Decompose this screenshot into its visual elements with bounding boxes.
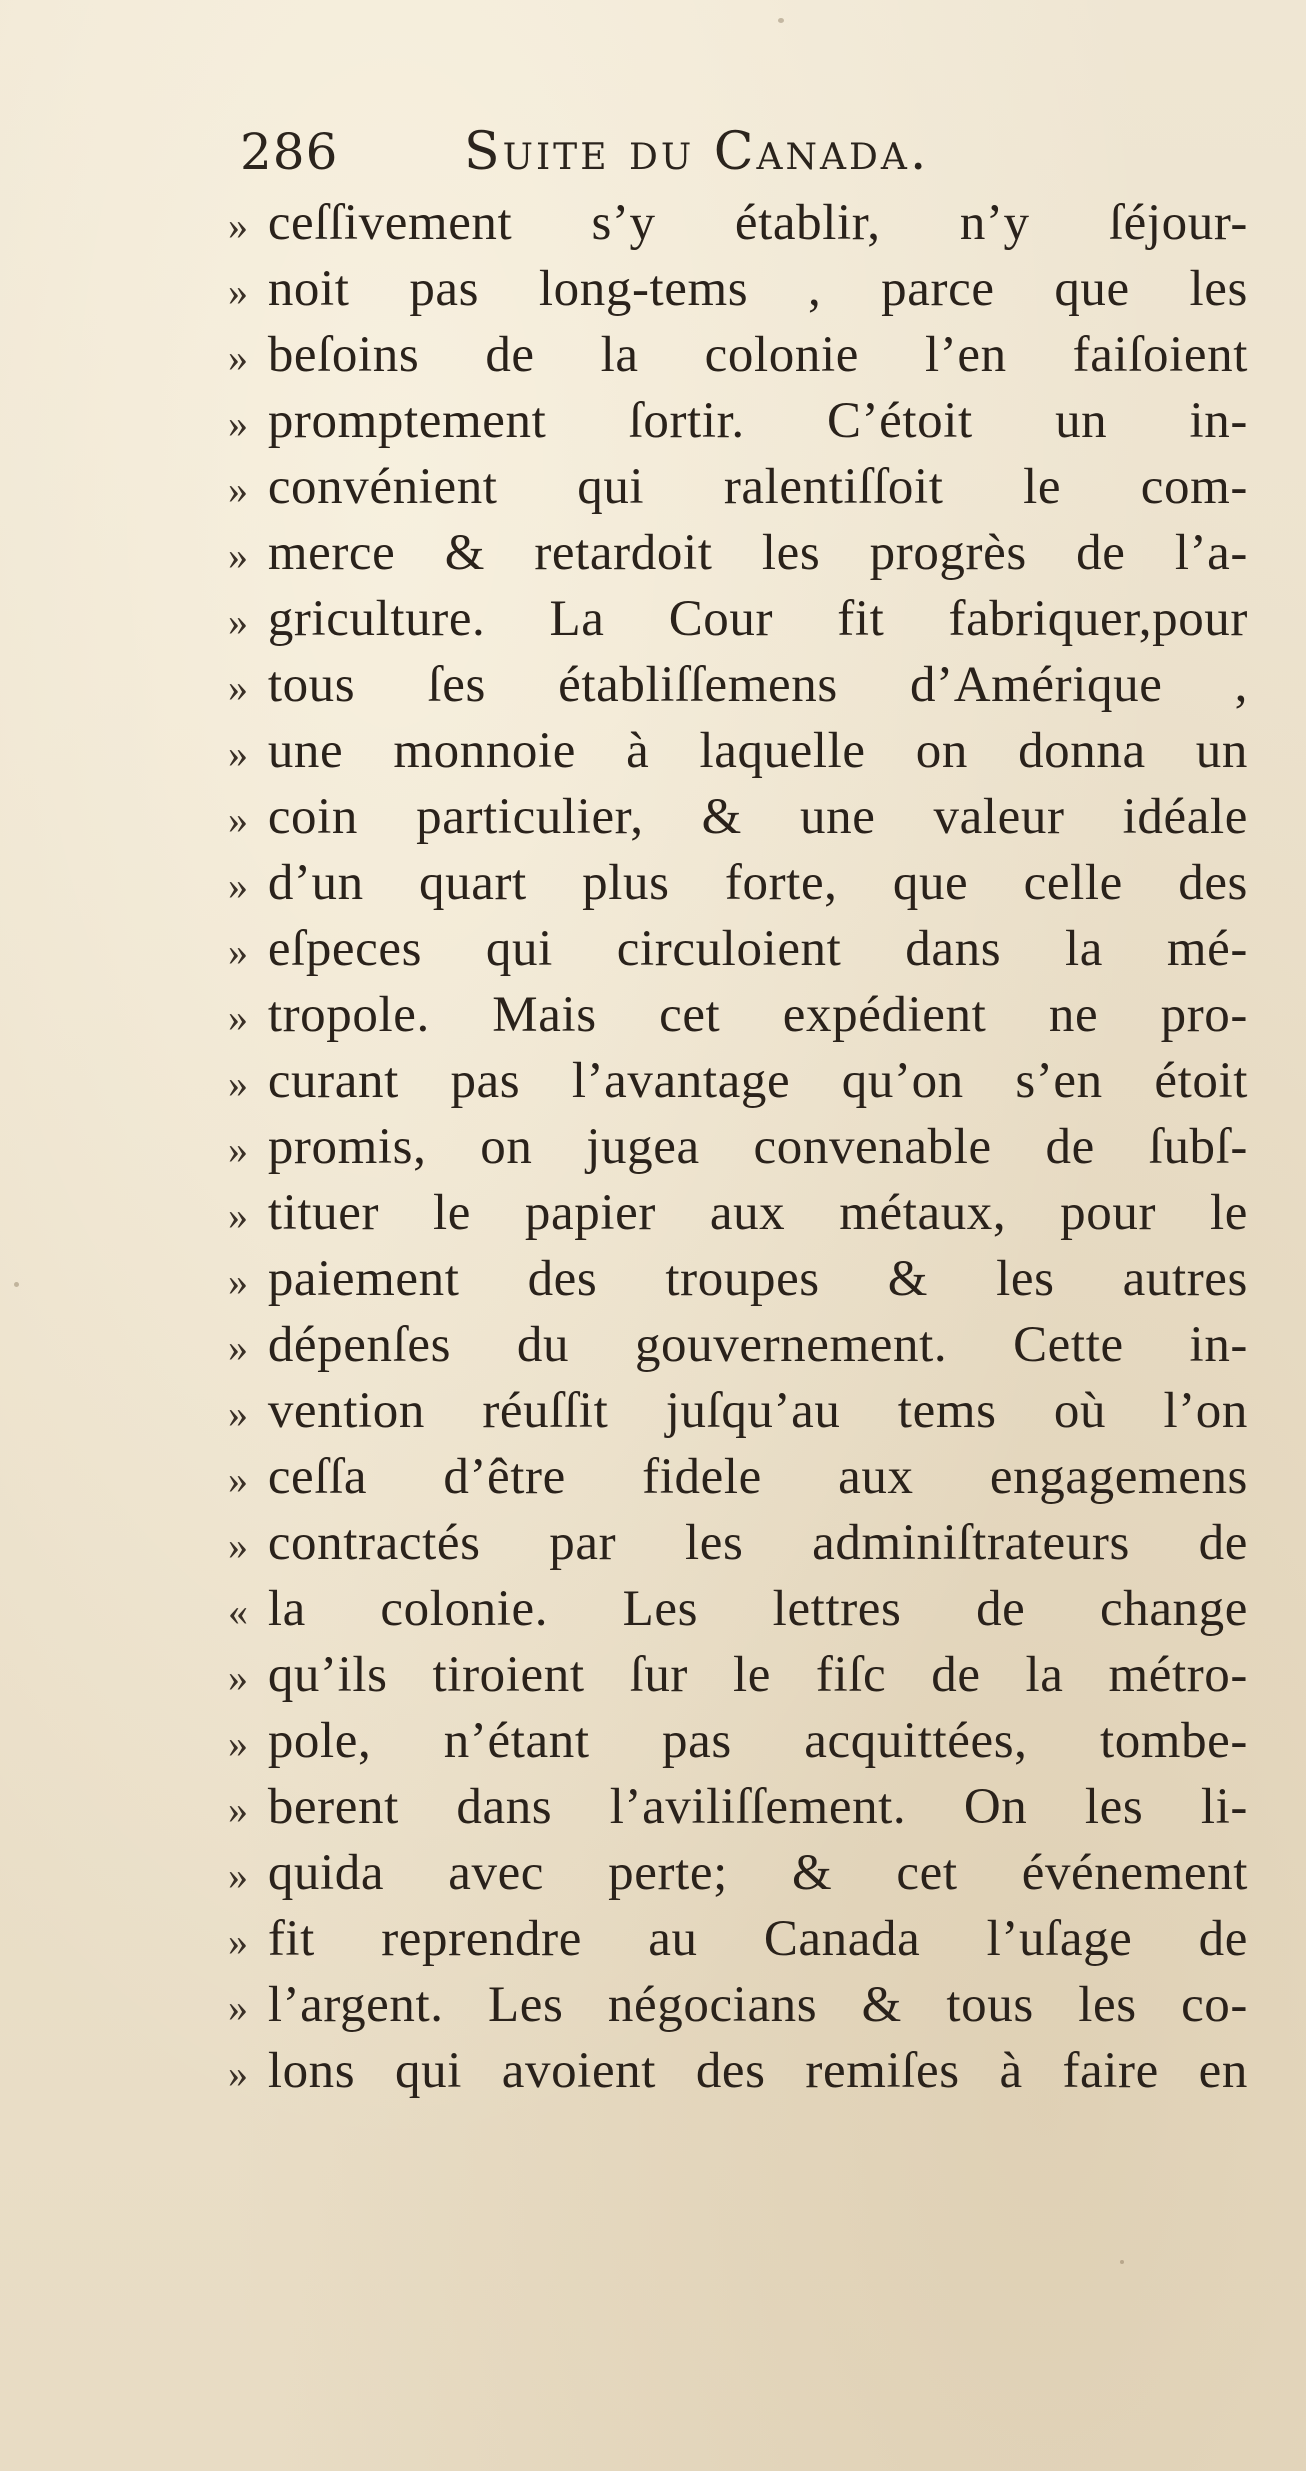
line-text: d’un quart plus forte, que celle des: [267, 855, 1248, 911]
line-text: paiement des troupes & les autres: [267, 1251, 1248, 1307]
line-text: merce & retardoit les progrès de l’a-: [267, 525, 1248, 581]
text-line: [228, 1576, 1248, 1642]
line-text: berent dans l’aviliſſement. On les li-: [267, 1779, 1248, 1835]
text-line: [228, 1906, 1248, 1972]
line-text: contractés par les adminiſtrateurs de: [267, 1515, 1248, 1571]
line-text: dépenſes du gouvernement. Cette in-: [267, 1317, 1248, 1373]
page-number: 286: [240, 123, 339, 181]
text-line: [228, 2038, 1248, 2104]
line-text: qu’ils tiroient ſur le fiſc de la métro-: [267, 1647, 1248, 1703]
quote-mark: «: [228, 1589, 248, 1634]
text-line: [228, 1180, 1248, 1246]
quote-mark: »: [228, 797, 248, 842]
text-line: [228, 1708, 1248, 1774]
quote-mark: »: [228, 269, 248, 314]
quote-mark: »: [228, 1193, 248, 1238]
page-header: [228, 118, 1028, 186]
quote-mark: »: [228, 929, 248, 974]
quote-mark: »: [228, 533, 248, 578]
text-line: [228, 1114, 1248, 1180]
running-title: Suite du Canada.: [464, 122, 930, 182]
quote-mark: »: [228, 1787, 248, 1832]
quote-mark: »: [228, 1853, 248, 1898]
line-text: la colonie. Les lettres de change: [267, 1581, 1248, 1637]
text-line: [228, 784, 1248, 850]
text-line: [228, 916, 1248, 982]
quote-mark: »: [228, 995, 248, 1040]
quote-mark: »: [228, 1061, 248, 1106]
quote-mark: »: [228, 203, 248, 248]
quote-mark: »: [228, 665, 248, 710]
line-text: tituer le papier aux métaux, pour le: [267, 1185, 1248, 1241]
quote-mark: »: [228, 1721, 248, 1766]
line-text: vention réuſſit juſqu’au tems où l’on: [267, 1383, 1248, 1439]
text-line: [228, 388, 1248, 454]
line-text: ceſſa d’être fidele aux engagemens: [267, 1449, 1248, 1505]
quote-mark: »: [228, 731, 248, 776]
text-line: [228, 718, 1248, 784]
text-line: [228, 256, 1248, 322]
paper-speck: [14, 1282, 19, 1287]
line-text: noit pas long-tems , parce que les: [267, 261, 1248, 317]
text-line: [228, 1048, 1248, 1114]
quote-mark: »: [228, 467, 248, 512]
text-line: [228, 850, 1248, 916]
text-line: [228, 1774, 1248, 1840]
line-text: coin particulier, & une valeur idéale: [267, 789, 1248, 845]
text-line: [228, 190, 1248, 256]
line-text: curant pas l’avantage qu’on s’en étoit: [267, 1053, 1248, 1109]
text-line: [228, 1246, 1248, 1312]
quote-mark: »: [228, 1919, 248, 1964]
line-text: beſoins de la colonie l’en faiſoient: [267, 327, 1248, 383]
text-line: [228, 586, 1248, 652]
paper-speck: [1120, 2260, 1124, 2264]
quote-mark: »: [228, 1457, 248, 1502]
line-text: griculture. La Cour fit fabriquer,pour: [267, 591, 1248, 647]
line-text: tropole. Mais cet expédient ne pro-: [267, 987, 1248, 1043]
quote-mark: »: [228, 1655, 248, 1700]
quote-mark: »: [228, 1259, 248, 1304]
quote-mark: »: [228, 2051, 248, 2096]
body-text: [228, 190, 1248, 2104]
text-line: [228, 520, 1248, 586]
line-text: convénient qui ralentiſſoit le com-: [267, 459, 1248, 515]
quote-mark: »: [228, 1325, 248, 1370]
line-text: promis, on jugea convenable de ſubſ-: [267, 1119, 1248, 1175]
line-text: fit reprendre au Canada l’uſage de: [267, 1911, 1248, 1967]
text-line: [228, 1510, 1248, 1576]
line-text: une monnoie à laquelle on donna un: [267, 723, 1248, 779]
paper-speck: [778, 18, 784, 23]
text-line: [228, 1312, 1248, 1378]
line-text: tous ſes établiſſemens d’Amérique ,: [267, 657, 1248, 713]
quote-mark: »: [228, 1127, 248, 1172]
text-line: [228, 1840, 1248, 1906]
line-text: eſpeces qui circuloient dans la mé-: [267, 921, 1248, 977]
text-line: [228, 454, 1248, 520]
quote-mark: »: [228, 863, 248, 908]
text-line: [228, 1972, 1248, 2038]
text-line: [228, 1444, 1248, 1510]
text-line: [228, 1642, 1248, 1708]
line-text: pole, n’étant pas acquittées, tombe-: [267, 1713, 1248, 1769]
quote-mark: »: [228, 1391, 248, 1436]
text-line: [228, 652, 1248, 718]
quote-mark: »: [228, 1523, 248, 1568]
quote-mark: »: [228, 335, 248, 380]
quote-mark: »: [228, 1985, 248, 2030]
line-text: lons qui avoient des remiſes à faire en: [267, 2043, 1248, 2099]
quote-mark: »: [228, 599, 248, 644]
line-text: l’argent. Les négocians & tous les co-: [267, 1977, 1248, 2033]
line-text: ceſſivement s’y établir, n’y ſéjour-: [267, 195, 1248, 251]
line-text: quida avec perte; & cet événement: [267, 1845, 1248, 1901]
quote-mark: »: [228, 401, 248, 446]
text-line: [228, 322, 1248, 388]
text-line: [228, 1378, 1248, 1444]
line-text: promptement ſortir. C’étoit un in-: [267, 393, 1248, 449]
text-line: [228, 982, 1248, 1048]
